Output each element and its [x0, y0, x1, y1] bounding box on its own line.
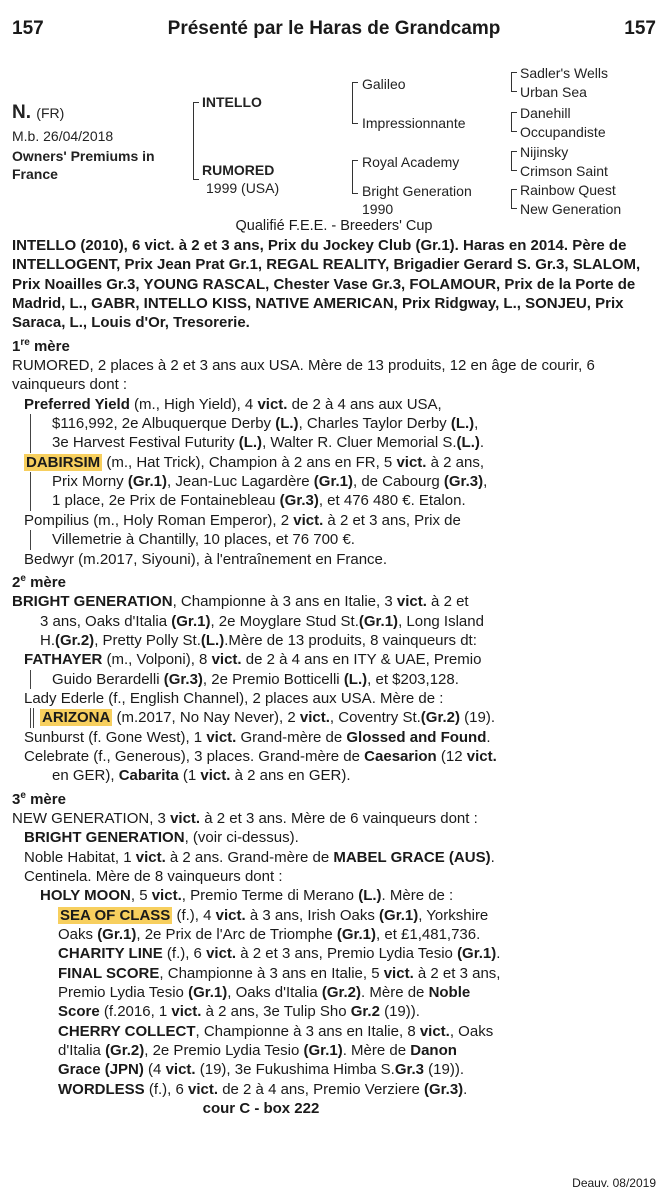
pedigree-dam: RUMORED [202, 162, 275, 178]
pedigree-sire: INTELLO [202, 94, 262, 110]
pedigree-gs2: Impressionnante [362, 115, 466, 131]
entry-centinela: Centinela. Mère de 8 vainqueurs dont : [24, 868, 283, 885]
heading-mere-3: 3e mère [12, 789, 66, 808]
entry-preferred-yield-l3: 3e Harvest Festival Futurity (L.), Walter R. Cluer Memorial S.(L.). [12, 433, 660, 452]
entry-arizona: ARIZONA (m.2017, No Nay Never), 2 vict., Coventry St.(Gr.2) (19). [12, 708, 660, 727]
horse-sex-dob: M.b. 26/04/2018 [12, 128, 114, 144]
entry-final-score-l3: Score (f.2016, 1 vict. à 2 ans, 3e Tulip Sho Gr.2 (19)). [58, 1003, 420, 1021]
highlight-sea-of-class: SEA OF CLASS [60, 906, 171, 924]
lot-number-left: 157 [12, 18, 44, 39]
entry-dabirsim-l3: 1 place, 2e Prix de Fontainebleau (Gr.3), et 476 480 €. Etalon. [12, 491, 660, 510]
entry-pompilius-l2: Villemetrie à Chantilly, 10 places, et 76 700 €. [12, 530, 660, 549]
pedigree-gs1: Galileo [362, 76, 406, 92]
entry-charity-line: CHARITY LINE (f.), 6 vict. à 2 et 3 ans, Premio Lydia Tesio (Gr.1). [58, 945, 501, 963]
page-title: Présenté par le Haras de Grandcamp [167, 18, 501, 39]
entry-noble-habitat: Noble Habitat, 1 vict. à 2 ans. Grand-mère de MABEL GRACE (AUS). [24, 848, 495, 866]
entry-dabirsim-l2: Prix Morny (Gr.1), Jean-Luc Lagardère (Gr.1), de Cabourg (Gr.3), [12, 472, 660, 491]
entry-sea-of-class-l2: Oaks (Gr.1), 2e Prix de l'Arc de Triomphe (Gr.1), et £1,481,736. [58, 926, 481, 944]
pedigree-bracket-2 [352, 82, 358, 124]
entry-celebrate-l2: en GER), Cabarita (1 vict. à 2 ans en GER). [52, 767, 351, 785]
pedigree-ggs7: Rainbow Quest [520, 182, 616, 198]
pedigree-gs4: Bright Generation [362, 183, 472, 199]
pedigree-ggs5: Nijinsky [520, 144, 569, 160]
pedigree-dam-year: 1999 (USA) [206, 180, 280, 196]
entry-holy-moon: HOLY MOON, 5 vict., Premio Terme di Merano (L.). Mère de : [40, 887, 454, 905]
entry-lady-ederle: Lady Ederle (f., English Channel), 2 places aux USA. Mère de : [24, 689, 444, 707]
catalogue-body [12, 236, 660, 1118]
entry-fathayer: FATHAYER (m., Volponi), 8 vict. de 2 à 4 ans en ITY & UAE, Premio [24, 651, 482, 669]
entry-bedwyr: Bedwyr (m.2017, Siyouni), à l'entraînement en France. [24, 550, 388, 568]
pedigree-ggs4: Occupandiste [520, 124, 606, 140]
entry-preferred-yield-l2: $116,992, 2e Albuquerque Derby (L.), Charles Taylor Derby (L.), [12, 414, 660, 433]
footer-sale-ref: Deauv. 08/2019 [572, 1176, 656, 1190]
pedigree-bracket-7 [511, 189, 517, 209]
entry-final-score: FINAL SCORE, Championne à 3 ans en Italie, 5 vict. à 2 et 3 ans, [58, 964, 501, 982]
location-cour-box: cour C - box 222 [202, 1100, 320, 1118]
entry-dabirsim: DABIRSIM (m., Hat Trick), Champion à 2 ans en FR, 5 vict. à 2 ans, [26, 453, 484, 471]
entry-bright-generation-ref: BRIGHT GENERATION, (voir ci-dessus). [24, 829, 299, 847]
pedigree-bracket-4 [511, 72, 517, 92]
premium-line-2: France [12, 166, 58, 182]
sire-paragraph: INTELLO (2010), 6 vict. à 2 et 3 ans, Prix du Jockey Club (Gr.1). Haras en 2014. Père de INTELLOGENT, Prix Jean Prat Gr.1, REGAL REALITY, Brigadier Gerard S. Gr.3, SLALOM, Prix Noailles Gr.3, YOUNG RASCAL, Chester Vase Gr.3, FOLAMOUR, Prix de la Porte de Madrid, L., GABR, INTELLO KISS, NATIVE AMERICAN, Prix Ridgway, L., SONJEU, Prix Saraca, L., Louis d'Or, Tresorerie. [12, 237, 641, 332]
pedigree-bracket-6 [511, 151, 517, 171]
entry-cherry-collect-l3: Grace (JPN) (4 vict. (19), 3e Fukushima Himba S.Gr.3 (19)). [58, 1061, 465, 1079]
pedigree-ggs6: Crimson Saint [520, 163, 608, 179]
entry-fathayer-l2: Guido Berardelli (Gr.3), 2e Premio Botticelli (L.), et $203,128. [12, 670, 660, 689]
pedigree-ggs2: Urban Sea [520, 84, 587, 100]
entry-celebrate: Celebrate (f., Generous), 3 places. Grand-mère de Caesarion (12 vict. [24, 747, 497, 765]
heading-mere-1: 1re mère [12, 336, 70, 355]
entry-preferred-yield: Preferred Yield (m., High Yield), 4 vict. de 2 à 4 ans aux USA, [24, 395, 442, 413]
entry-wordless: WORDLESS (f.), 6 vict. de 2 à 4 ans, Premio Verziere (Gr.3). [58, 1080, 468, 1098]
premium-line-1: Owners' Premiums in [12, 148, 155, 164]
entry-new-generation: NEW GENERATION, 3 vict. à 2 et 3 ans. Mère de 6 vainqueurs dont : [12, 809, 478, 827]
lot-number-right: 157 [624, 18, 656, 39]
highlight-arizona: ARIZONA [42, 709, 111, 727]
mere-1-intro: RUMORED, 2 places à 2 et 3 ans aux USA. Mère de 13 produits, 12 en âge de courir, 6 vainqueurs dont : [12, 357, 595, 394]
qualification: Qualifié F.E.E. - Breeders' Cup [235, 218, 433, 234]
entry-final-score-l2: Premio Lydia Tesio (Gr.1), Oaks d'Italia (Gr.2). Mère de Noble [58, 984, 471, 1002]
pedigree-ggs8: New Generation [520, 201, 622, 217]
entry-bright-generation: BRIGHT GENERATION, Championne à 3 ans en Italie, 3 vict. à 2 et [12, 593, 469, 611]
entry-pompilius: Pompilius (m., Holy Roman Emperor), 2 vict. à 2 et 3 ans, Prix de [24, 511, 461, 529]
pedigree-bracket-3 [352, 160, 358, 194]
pedigree-ggs1: Sadler's Wells [520, 65, 608, 81]
pedigree-gs4-year: 1990 [362, 201, 394, 217]
entry-bright-generation-l2: 3 ans, Oaks d'Italia (Gr.1), 2e Moyglare Stud St.(Gr.1), Long Island [40, 612, 484, 630]
pedigree-gs3: Royal Academy [362, 154, 460, 170]
entry-cherry-collect-l2: d'Italia (Gr.2), 2e Premio Lydia Tesio (Gr.1). Mère de Danon [58, 1042, 457, 1060]
horse-name: N. (FR) [12, 102, 65, 123]
pedigree-bracket-1 [193, 102, 199, 180]
heading-mere-2: 2e mère [12, 572, 66, 591]
pedigree-bracket-5 [511, 112, 517, 132]
entry-sea-of-class: SEA OF CLASS (f.), 4 vict. à 3 ans, Irish Oaks (Gr.1), Yorkshire [60, 906, 489, 924]
entry-sunburst: Sunburst (f. Gone West), 1 vict. Grand-mère de Glossed and Found. [24, 728, 491, 746]
entry-bright-generation-l3: H.(Gr.2), Pretty Polly St.(L.).Mère de 13 produits, 8 vainqueurs dt: [40, 631, 477, 649]
highlight-dabirsim: DABIRSIM [26, 453, 101, 471]
pedigree-ggs3: Danehill [520, 105, 571, 121]
entry-cherry-collect: CHERRY COLLECT, Championne à 3 ans en Italie, 8 vict., Oaks [58, 1022, 494, 1040]
